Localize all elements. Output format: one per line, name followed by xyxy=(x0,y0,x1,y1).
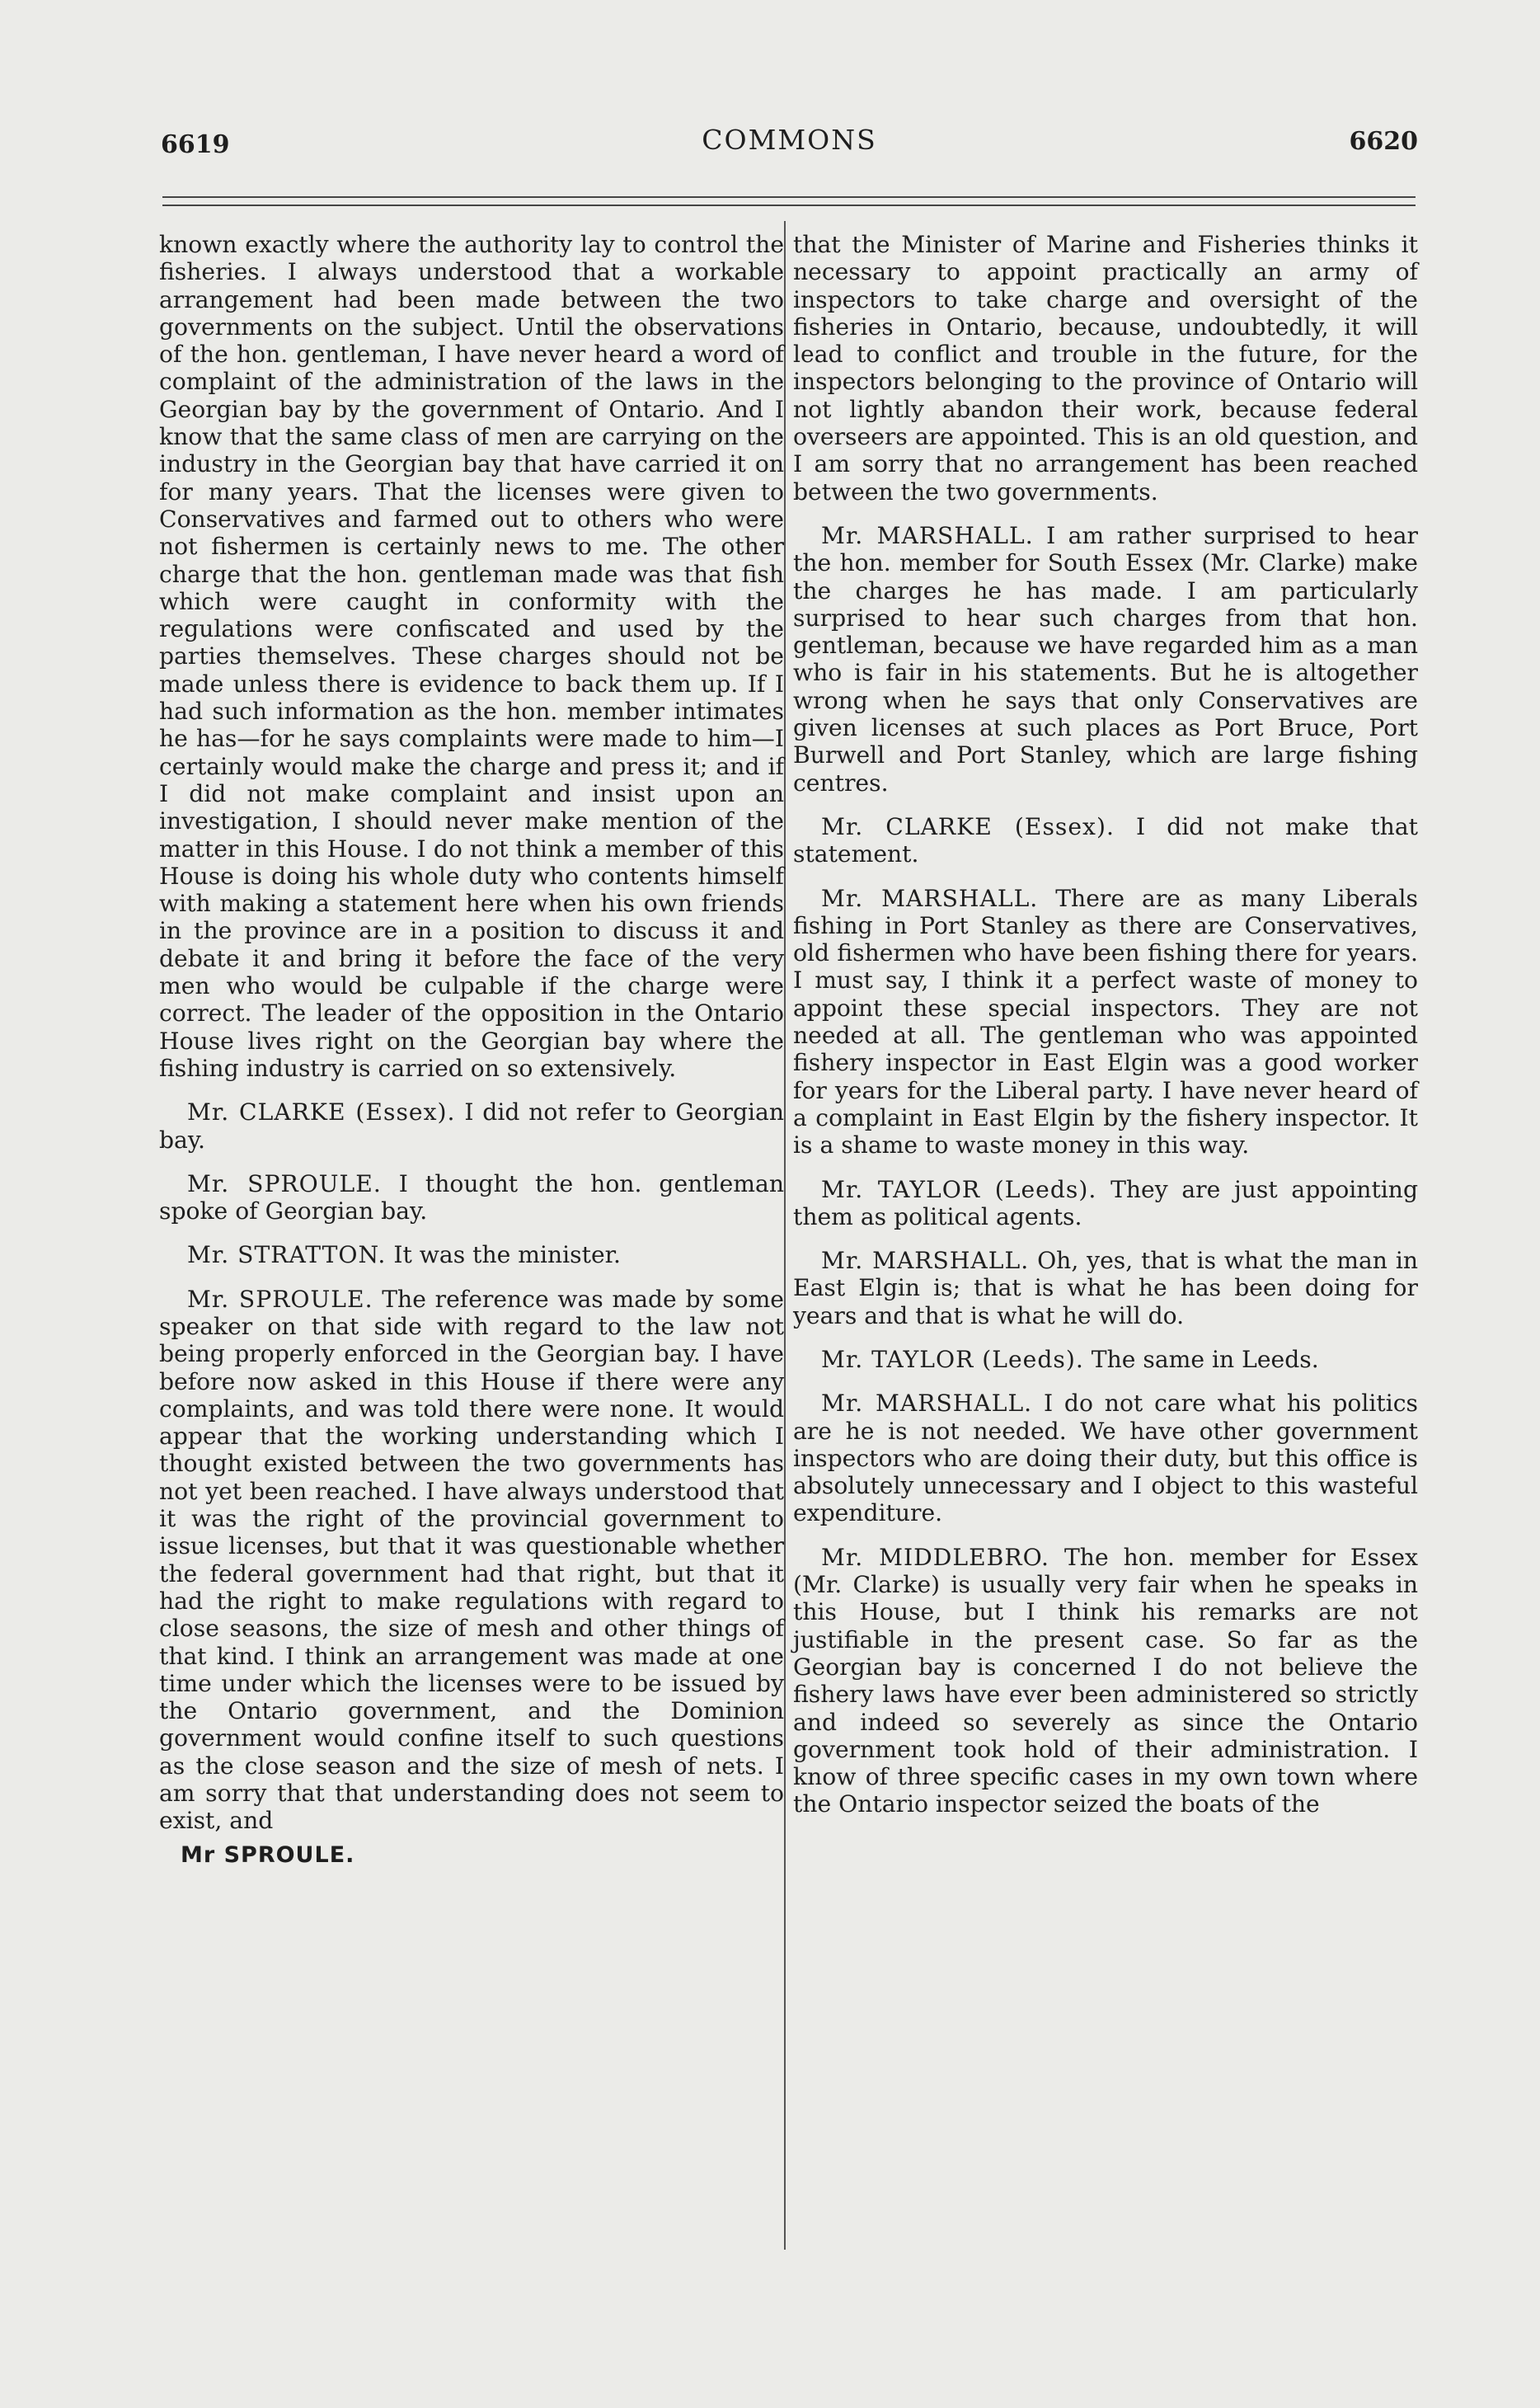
speaker-name: Mr. STRATTON. xyxy=(187,1241,387,1269)
page-number-right: 6620 xyxy=(1349,127,1418,156)
speech-text: I thought the hon. gentleman spoke of Georgian bay. xyxy=(159,1169,784,1225)
speaker-name: Mr. MARSHALL. xyxy=(821,521,1034,549)
speaker-name: Mr. MARSHALL. xyxy=(821,884,1039,912)
header-rule-bottom xyxy=(162,205,1416,206)
speech-paragraph xyxy=(793,1544,1418,1818)
speech-text: I am rather surprised to hear the hon. member for South Essex (Mr. Clarke) make the charges he has made. I am particularly surprised to hear such charges from that hon. gentleman, because we have regarded him as a man who is fair in his statements. But he is altogether wrong when he says that only Conservatives are given licenses at such places as Port Bruce, Port Burwell and Port Stanley, which are large fishing centres. xyxy=(793,521,1418,797)
speaker-name: Mr. TAYLOR (Leeds). xyxy=(821,1345,1084,1373)
speech-paragraph xyxy=(793,813,1418,868)
footer-speaker-name: Mr SPROULE. xyxy=(181,1841,355,1868)
speech-paragraph xyxy=(793,522,1418,797)
speech-text: It was the minister. xyxy=(393,1241,621,1269)
speech-text: They are just appointing them as political agents. xyxy=(793,1175,1419,1230)
page-number-left: 6619 xyxy=(161,130,230,159)
speech-paragraph xyxy=(793,1346,1418,1373)
speech-paragraph xyxy=(159,1170,784,1225)
speaker-name: Mr. SPROULE. xyxy=(187,1285,373,1313)
speaker-name: Mr. MARSHALL. xyxy=(821,1390,1033,1418)
speech-paragraph xyxy=(793,1247,1418,1329)
header-rule-top xyxy=(162,196,1416,198)
speaker-name: Mr. SPROULE. xyxy=(187,1169,382,1197)
page-header xyxy=(161,124,1418,173)
speaker-name: Mr. CLARKE (Essex). xyxy=(821,812,1115,840)
speech-text: The reference was made by some speaker on that side with regard to the law not being properly enforced in the Georgian bay. I have before now asked in this House if there were any complaints, and was told there were none. It would appear that the working understanding which I thought existed between the two governments has not yet been reached. I have always understood that it was the right of the provincial government to issue licenses, but that it was questionable whether the federal government had that right, but that it had the right to make regulations with regard to close seasons, the size of mesh and other things of that kind. I think an arrangement was made at one time under which the licenses were to be issued by the Ontario government, and the Dominion government would confine itself to such questions as the close season and the size of mesh of nets. I am sorry that that understanding does not seem to exist, and xyxy=(159,1285,784,1835)
speech-text: I did not make that statement. xyxy=(793,812,1418,868)
speech-paragraph xyxy=(159,1241,784,1268)
speech-paragraph xyxy=(159,1286,784,1835)
paragraph: that the Minister of Marine and Fisheries thinks it necessary to appoint practically an army of inspectors to take charge and oversight of the fisheries in Ontario, because, undoubtedly, it will lead to conflict and trouble in the future, for the inspectors belonging to the province of Ontario will not lightly abandon their work, because federal overseers are appointed. This is an old question, and I am sorry that no arrangement has been reached between the two governments. xyxy=(793,231,1418,506)
speech-text: I did not refer to Georgian bay. xyxy=(159,1098,784,1154)
paragraph: known exactly where the authority lay to control the fisheries. I always understood that a workable arrangement had been made between the two governments on the subject. Until the observations of the hon. gentleman, I have never heard a word of complaint of the administration of the laws in the Georgian bay by the government of Ontario. And I know that the same class of men are carrying on the industry in the Georgian bay that have carried it on for many years. That the licenses were given to Conservatives and farmed out to others who were not fishermen is certainly news to me. The other charge that the hon. gentleman made was that fish which were caught in conformity with the regulations were confiscated and used by the parties themselves. These charges should not be made unless there is evidence to back them up. If I had such information as the hon. member intimates he has—for he says complaints were made to him—I certainly would make the charge and press it; and if I did not make complaint and insist upon an investigation, I should never make mention of the matter in this House. I do not think a member of this House is doing his whole duty who contents himself with making a statement here when his own friends in the province are in a position to discuss it and debate it and bring it before the face of the very men who would be culpable if the charge were correct. The leader of the opposition in the Ontario House lives right on the Georgian bay where the fishing industry is carried on so extensively. xyxy=(159,231,784,1082)
speech-text: The hon. member for Essex (Mr. Clarke) is usually very fair when he speaks in this House, but I think his remarks are not justifiable in the present case. So far as the Georgian bay is concerned I do not believe the fishery laws have ever been administered so strictly and indeed so severely as since the Ontario government took hold of their administration. I know of three specific cases in my own town where the Ontario inspector seized the boats of the xyxy=(793,1543,1418,1818)
speech-text: The same in Leeds. xyxy=(1091,1345,1319,1373)
speech-text: I do not care what his politics are he is not needed. We have other government inspectors who are doing their duty, but this office is absolutely unnecessary and I object to this wasteful expenditure. xyxy=(793,1390,1419,1527)
speech-paragraph xyxy=(793,1176,1418,1231)
left-column xyxy=(159,231,784,1869)
speaker-name: Mr. CLARKE (Essex). xyxy=(187,1098,456,1126)
speech-paragraph xyxy=(159,1098,784,1154)
speech-text: Oh, yes, that is what the man in East Elgin is; that is what he has been doing for years and that is what he will do. xyxy=(793,1247,1418,1329)
speaker-name: Mr. TAYLOR (Leeds). xyxy=(821,1175,1097,1203)
running-head: COMMONS xyxy=(702,124,877,156)
column-divider xyxy=(784,221,786,2250)
speech-paragraph xyxy=(793,1390,1418,1526)
speech-paragraph xyxy=(793,885,1418,1159)
speaker-name: Mr. MIDDLEBRO. xyxy=(821,1543,1050,1571)
speech-text: There are as many Liberals fishing in Port Stanley as there are Conservatives, old fishermen who have been fishing there for years. I must say, I think it a perfect waste of money to appoint these special inspectors. They are not needed at all. The gentleman who was appointed fishery inspector in East Elgin was a good worker for years for the Liberal party. I have never heard of a complaint in East Elgin by the fishery inspector. It is a shame to waste money in this way. xyxy=(793,884,1418,1159)
speaker-name: Mr. MARSHALL. xyxy=(821,1247,1030,1275)
right-column xyxy=(793,231,1418,1835)
